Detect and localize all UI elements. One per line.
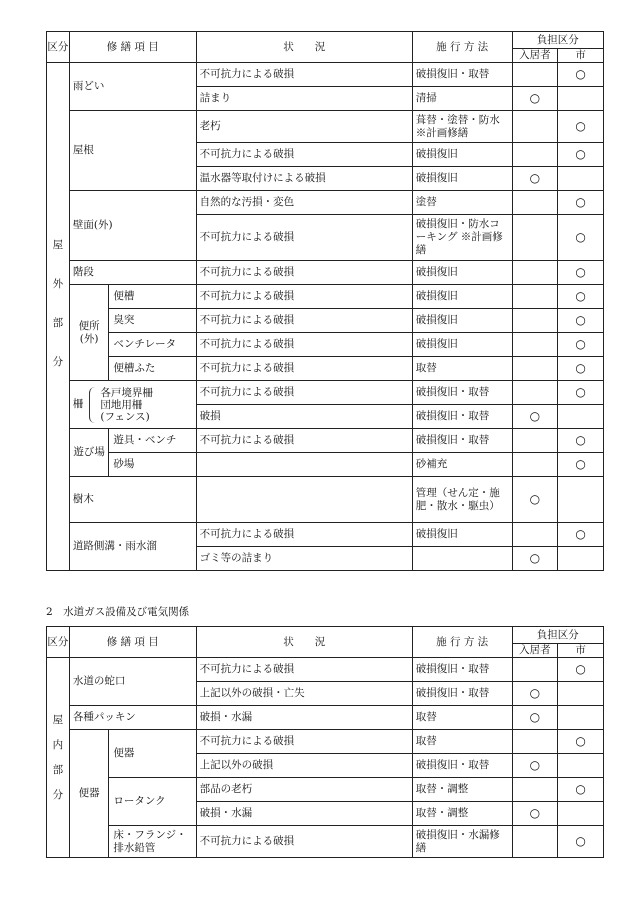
city-mark: ○	[558, 63, 604, 87]
method-cell: 葺替・塗替・防水 ※計画修繕	[412, 111, 512, 143]
resident-mark	[512, 215, 558, 261]
header-resident: 入居者	[512, 49, 558, 63]
city-mark	[558, 682, 604, 706]
city-mark: ○	[558, 111, 604, 143]
status-cell: 不可抗力による破損	[196, 309, 412, 333]
method-cell: 破損復旧	[412, 143, 512, 167]
sub-item: 床・フランジ・排水鉛管	[109, 826, 196, 858]
city-mark: ○	[558, 523, 604, 547]
city-mark: ○	[558, 215, 604, 261]
resident-mark	[512, 111, 558, 143]
header-item: 修 繕 項 目	[69, 627, 196, 658]
method-cell: 破損復旧	[412, 285, 512, 309]
resident-mark	[512, 730, 558, 754]
city-mark	[558, 477, 604, 523]
repair-table-interior	[46, 626, 604, 858]
header-method: 施 行 方 法	[412, 627, 512, 658]
section-title: 2 水道ガス設備及び電気関係	[46, 606, 190, 618]
city-mark: ○	[558, 261, 604, 285]
status-cell: 詰まり	[196, 87, 412, 111]
resident-mark: ○	[512, 547, 558, 571]
category-char: 分	[52, 355, 64, 368]
status-cell: 不可抗力による破損	[196, 63, 412, 87]
city-mark	[558, 87, 604, 111]
sub-item: 臭突	[109, 309, 196, 333]
repair-table-exterior	[46, 31, 604, 571]
status-cell: 破損・水漏	[196, 802, 412, 826]
city-mark	[558, 167, 604, 191]
status-cell: 温水器等取付けによる破損	[196, 167, 412, 191]
status-cell: 不可抗力による破損	[196, 215, 412, 261]
method-cell: 破損復旧	[412, 261, 512, 285]
item-saku	[69, 381, 196, 429]
resident-mark	[512, 429, 558, 453]
header-method: 施 行 方 法	[412, 32, 512, 63]
method-cell: 破損復旧	[412, 523, 512, 547]
header-kubun: 区分	[47, 627, 70, 658]
category-char: 屋	[52, 238, 64, 251]
method-cell: 取替・調整	[412, 778, 512, 802]
method-cell: 取替	[412, 730, 512, 754]
fence-label: 柵	[72, 398, 84, 410]
item-amadoi: 雨どい	[69, 63, 196, 111]
sub-item: ベンチレータ	[109, 333, 196, 357]
status-cell: 不可抗力による破損	[196, 381, 412, 405]
item-asobiba: 遊び場	[69, 429, 108, 477]
city-mark	[558, 547, 604, 571]
city-mark: ○	[558, 381, 604, 405]
brace-icon	[89, 387, 98, 423]
resident-mark	[512, 143, 558, 167]
category-interior	[47, 658, 70, 858]
category-exterior	[47, 63, 70, 571]
status-cell	[196, 477, 412, 523]
method-cell: 破損復旧・取替	[412, 682, 512, 706]
method-cell: 砂補充	[412, 453, 512, 477]
status-cell: 上記以外の破損	[196, 754, 412, 778]
method-cell: 破損復旧・取替	[412, 405, 512, 429]
category-char: 屋	[52, 713, 64, 726]
fence-item: 各戸境界柵	[100, 386, 153, 399]
category-char: 外	[52, 277, 64, 290]
status-cell: 不可抗力による破損	[196, 285, 412, 309]
status-cell: 不可抗力による破損	[196, 658, 412, 682]
city-mark: ○	[558, 730, 604, 754]
method-cell: 破損復旧	[412, 167, 512, 191]
city-mark: ○	[558, 333, 604, 357]
status-cell: 破損	[196, 405, 412, 429]
method-cell: 破損復旧・水漏修繕	[412, 826, 512, 858]
resident-mark	[512, 826, 558, 858]
resident-mark: ○	[512, 477, 558, 523]
method-cell: 取替	[412, 357, 512, 381]
resident-mark	[512, 381, 558, 405]
status-cell: 破損・水漏	[196, 706, 412, 730]
resident-mark	[512, 191, 558, 215]
city-mark	[558, 405, 604, 429]
header-burden: 負担区分	[512, 627, 603, 644]
status-cell: 上記以外の破損・亡失	[196, 682, 412, 706]
resident-mark	[512, 778, 558, 802]
city-mark: ○	[558, 826, 604, 858]
status-cell	[196, 453, 412, 477]
city-mark	[558, 802, 604, 826]
item-doro: 道路側溝・雨水溜	[69, 523, 196, 571]
resident-mark: ○	[512, 706, 558, 730]
city-mark	[558, 706, 604, 730]
resident-mark: ○	[512, 405, 558, 429]
resident-mark: ○	[512, 87, 558, 111]
city-mark: ○	[558, 778, 604, 802]
header-burden: 負担区分	[512, 32, 603, 49]
status-cell: 不可抗力による破損	[196, 730, 412, 754]
city-mark: ○	[558, 429, 604, 453]
method-cell: 取替・調整	[412, 802, 512, 826]
header-city: 市	[558, 644, 604, 658]
method-cell: 管理（せん定・施肥・散水・駆虫）	[412, 477, 512, 523]
category-char: 内	[52, 738, 64, 751]
category-char: 部	[52, 763, 64, 776]
method-cell: 破損復旧・取替	[412, 658, 512, 682]
resident-mark: ○	[512, 802, 558, 826]
item-packing: 各種パッキン	[69, 706, 196, 730]
method-cell: 破損復旧・取替	[412, 63, 512, 87]
method-cell: 破損復旧・取替	[412, 381, 512, 405]
sub-item: ロータンク	[109, 778, 196, 826]
status-cell: 不可抗力による破損	[196, 826, 412, 858]
status-cell: 老朽	[196, 111, 412, 143]
category-char: 分	[52, 788, 64, 801]
fence-item: (フェンス)	[100, 410, 150, 423]
sub-item: 便槽ふた	[109, 357, 196, 381]
resident-mark: ○	[512, 167, 558, 191]
resident-mark	[512, 309, 558, 333]
status-cell: ゴミ等の詰まり	[196, 547, 412, 571]
status-cell: 不可抗力による破損	[196, 357, 412, 381]
status-cell: 不可抗力による破損	[196, 143, 412, 167]
resident-mark	[512, 523, 558, 547]
city-mark: ○	[558, 285, 604, 309]
sub-item: 便槽	[109, 285, 196, 309]
item-jumoku: 樹木	[69, 477, 196, 523]
fence-item: 団地用柵	[100, 398, 143, 411]
method-cell: 塗替	[412, 191, 512, 215]
city-mark: ○	[558, 143, 604, 167]
header-kubun: 区分	[47, 32, 70, 63]
method-cell: 破損復旧	[412, 333, 512, 357]
city-mark: ○	[558, 309, 604, 333]
resident-mark	[512, 357, 558, 381]
resident-mark	[512, 63, 558, 87]
city-mark: ○	[558, 357, 604, 381]
item-benjo: 便所(外)	[69, 285, 108, 381]
sub-item: 砂場	[109, 453, 196, 477]
fence-items	[100, 387, 153, 423]
item-benki: 便器	[69, 730, 108, 858]
status-cell: 不可抗力による破損	[196, 333, 412, 357]
item-kaidan: 階段	[69, 261, 196, 285]
status-cell: 不可抗力による破損	[196, 523, 412, 547]
sub-item: 便器	[109, 730, 196, 778]
method-cell: 破損復旧	[412, 309, 512, 333]
method-cell	[412, 547, 512, 571]
status-cell: 自然的な汚損・変色	[196, 191, 412, 215]
method-cell: 破損復旧・防水コーキング ※計画修繕	[412, 215, 512, 261]
category-char: 部	[52, 316, 64, 329]
resident-mark	[512, 453, 558, 477]
header-city: 市	[558, 49, 604, 63]
resident-mark	[512, 285, 558, 309]
header-resident: 入居者	[512, 644, 558, 658]
resident-mark	[512, 658, 558, 682]
item-heki: 壁面(外)	[69, 191, 196, 261]
status-cell: 部品の老朽	[196, 778, 412, 802]
item-jaguchi: 水道の蛇口	[69, 658, 196, 706]
method-cell: 取替	[412, 706, 512, 730]
header-status: 状 況	[196, 32, 412, 63]
header-item: 修 繕 項 目	[69, 32, 196, 63]
header-status: 状 況	[196, 627, 412, 658]
city-mark: ○	[558, 453, 604, 477]
status-cell: 不可抗力による破損	[196, 261, 412, 285]
resident-mark	[512, 333, 558, 357]
method-cell: 破損復旧・取替	[412, 754, 512, 778]
city-mark: ○	[558, 658, 604, 682]
item-yane: 屋根	[69, 111, 196, 191]
city-mark	[558, 754, 604, 778]
resident-mark: ○	[512, 754, 558, 778]
status-cell: 不可抗力による破損	[196, 429, 412, 453]
method-cell: 破損復旧・取替	[412, 429, 512, 453]
method-cell: 清掃	[412, 87, 512, 111]
sub-item: 遊具・ベンチ	[109, 429, 196, 453]
resident-mark: ○	[512, 682, 558, 706]
resident-mark	[512, 261, 558, 285]
city-mark: ○	[558, 191, 604, 215]
